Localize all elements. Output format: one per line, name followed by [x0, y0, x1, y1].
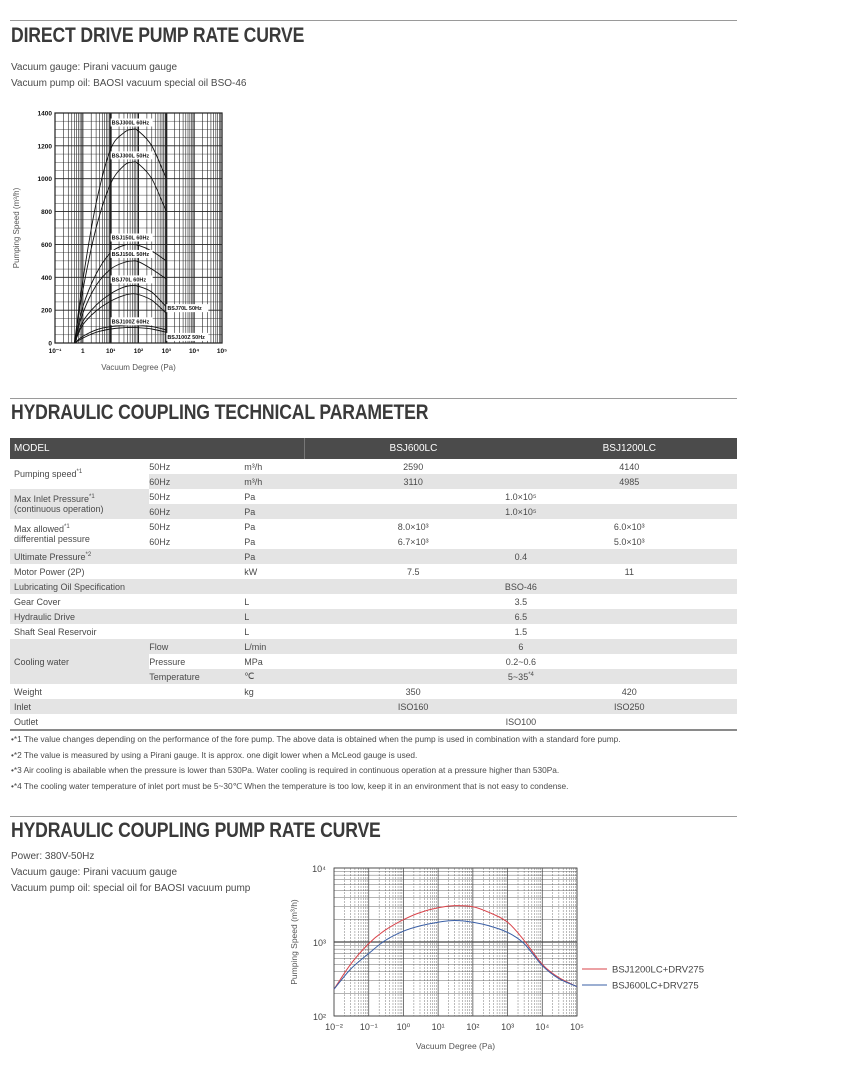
value-text: 1.0×10⁵ [505, 506, 537, 517]
row-unit: Pa [244, 504, 305, 519]
row-sub-label [149, 564, 244, 579]
table-header-row [10, 438, 737, 459]
bsj1200lc-value: 5.0×10³ [613, 536, 645, 547]
y-tick-label: 400 [41, 274, 52, 282]
series-label: BSJ300L 50Hz [111, 153, 150, 160]
row-unit [244, 699, 305, 714]
power-text: Power: 380V-50Hz [11, 851, 95, 862]
y-tick-label: 10⁴ [312, 864, 326, 874]
footnote-ref: *1 [76, 469, 83, 475]
y-tick-label: 1200 [37, 143, 52, 151]
bsj1200lc-value: 4985 [522, 474, 737, 489]
merged-value [305, 594, 737, 609]
bsj1200lc-value: 4140 [619, 461, 640, 472]
row-sub-label: 60Hz [149, 536, 171, 547]
y-tick-label: 0 [48, 340, 52, 348]
y-tick-label: 200 [41, 307, 52, 315]
row-label-text: (continuous operation) [14, 504, 104, 514]
value-text: 1.0×10⁵ [505, 491, 537, 502]
bsj600lc-value: 350 [405, 686, 421, 697]
footnote-2: •*2 The value is measured by using a Pirani gauge. It is approx. one digit lower when a McLeod gauge is used. [11, 750, 418, 760]
footnote-1: •*1 The value changes depending on the performance of the fore pump. The above data is obtained when the pump is used in combination with a standard fore pump. [11, 734, 621, 744]
y-tick-label: 800 [41, 209, 52, 217]
row-unit: L [244, 609, 305, 624]
table-row [10, 699, 737, 714]
value-text: 3.5 [514, 596, 528, 607]
table-row [10, 459, 737, 474]
table-row [10, 549, 737, 564]
series-label: BSJ150L 50Hz [111, 251, 150, 258]
x-tick-label: 10⁻¹ [48, 348, 62, 355]
row-label-text: Gear Cover [14, 596, 61, 607]
bsj600lc-value: 6.7×10³ [397, 536, 429, 547]
row-sub-label [149, 714, 244, 730]
series-label: BSJ70L 50Hz [167, 306, 202, 313]
legend-label: BSJ600LC+DRV275 [612, 980, 699, 992]
row-label [10, 489, 149, 519]
table-row [10, 579, 737, 594]
row-sub-label [149, 684, 244, 699]
merged-value [305, 609, 737, 624]
x-tick-label: 10² [466, 1022, 480, 1032]
y-tick-label: 10³ [312, 938, 326, 948]
bsj1200lc-value: 6.0×10³ [613, 521, 645, 532]
x-tick-label: 10⁻¹ [359, 1022, 378, 1032]
table-row [10, 609, 737, 624]
row-label-text: Max allowed [14, 524, 65, 534]
row-unit: MPa [244, 656, 263, 667]
section-divider [10, 398, 737, 399]
hydraulic-rate-chart [280, 855, 740, 1060]
value-text: 0.4 [514, 551, 528, 562]
row-sub-label: 50Hz [149, 521, 171, 532]
bsj1200lc-value: 420 [621, 686, 637, 697]
row-unit: m³/h [244, 461, 263, 472]
table-row [10, 489, 737, 504]
row-label-text: Shaft Seal Reservoir [14, 626, 97, 637]
footnote-4: •*4 The cooling water temperature of inlet port must be 5~30℃ When the temperature is too low, keep it in an environment that is not easy to condense. [11, 781, 569, 791]
row-label [10, 579, 149, 594]
row-label-text: Pumping speed [14, 469, 77, 479]
row-sub-label [149, 609, 244, 624]
x-tick-label: 10³ [501, 1022, 515, 1032]
row-label [10, 564, 149, 579]
merged-value [305, 639, 737, 654]
row-unit [244, 579, 305, 594]
merged-value [305, 549, 737, 564]
row-sub-label [149, 549, 244, 564]
row-unit: L/min [244, 639, 305, 654]
table-row [10, 564, 737, 579]
series-label: BSJ70L 60Hz [111, 277, 147, 284]
row-sub-label: 50Hz [149, 491, 171, 502]
row-label [10, 609, 149, 624]
y-axis-label: Pumping Speed (m³/h) [289, 899, 299, 985]
bsj600lc-value: 8.0×10³ [397, 521, 429, 532]
merged-value [305, 669, 737, 684]
row-unit [244, 714, 305, 730]
y-tick-label: 600 [41, 241, 52, 249]
row-unit: L [244, 626, 250, 637]
legend-label: BSJ1200LC+DRV275 [612, 964, 704, 976]
row-label [10, 624, 149, 639]
y-tick-label: 1400 [37, 110, 52, 118]
x-tick-label: 10³ [161, 348, 172, 355]
row-label-text: Outlet [14, 716, 39, 727]
row-unit: kg [244, 686, 254, 697]
footnote-ref: *1 [89, 494, 95, 500]
series-label: BSJ300L 60Hz [111, 120, 150, 127]
footnote-3: •*3 Air cooling is abailable when the pressure is lower than 530Pa. Water cooling is required in continuous operation at a pressure higher than 530Pa. [11, 765, 560, 775]
row-label [10, 699, 149, 714]
value-text: BSO-46 [504, 581, 537, 592]
row-label-text: Ultimate Pressure [14, 551, 86, 562]
bsj600lc-value: 7.5 [406, 566, 420, 577]
row-sub-label: Pressure [149, 656, 186, 667]
series-label: BSJ100Z 50Hz [167, 334, 205, 341]
x-tick-label: 10¹ [431, 1022, 445, 1032]
x-axis-label: Vacuum Degree (Pa) [415, 1041, 496, 1051]
row-sub-label: Flow [149, 639, 244, 654]
merged-value [305, 579, 737, 594]
x-tick-label: 10⁴ [535, 1022, 550, 1032]
row-label-text: Cooling water [14, 656, 70, 667]
row-sub-label: Temperature [149, 669, 244, 684]
header-model: MODEL [10, 438, 305, 459]
row-unit: Pa [244, 536, 256, 547]
row-label [10, 639, 149, 684]
row-sub-label [149, 699, 244, 714]
y-tick-label: 1000 [37, 176, 52, 184]
row-sub-label [149, 579, 244, 594]
value-text: 5~35 [507, 671, 529, 682]
value-text: 1.5 [514, 626, 528, 637]
merged-value [305, 489, 737, 504]
row-label [10, 519, 149, 549]
direct-drive-rate-chart [0, 100, 240, 385]
value-text: 6.5 [514, 611, 528, 622]
value-text: 6 [518, 641, 524, 652]
x-tick-label: 10⁴ [188, 348, 200, 355]
x-tick-label: 10² [133, 348, 144, 355]
bsj600lc-value: 2590 [403, 461, 424, 472]
oil-text-2: Vacuum pump oil: special oil for BAOSI vacuum pump [11, 883, 251, 894]
merged-value [305, 654, 737, 669]
footnote-ref: *2 [85, 551, 92, 558]
row-sub-label [149, 624, 244, 639]
section-divider [10, 816, 737, 817]
x-axis-label: Vacuum Degree (Pa) [101, 363, 176, 372]
bsj600lc-value: 3110 [305, 474, 522, 489]
y-axis-label: Pumping Speed (m³/h) [12, 187, 21, 269]
bsj1200lc-value: 11 [624, 566, 634, 577]
series-label: BSJ100Z 60Hz [111, 319, 150, 326]
row-label-text: Inlet [14, 701, 32, 712]
footnote-ref: *1 [64, 524, 70, 530]
row-label [10, 549, 149, 564]
header-bsj1200lc: BSJ1200LC [522, 438, 737, 459]
section-title-hydraulic-rate-curve: HYDRAULIC COUPLING PUMP RATE CURVE [11, 819, 381, 842]
bsj600lc-value: ISO160 [305, 699, 522, 714]
row-unit: Pa [244, 549, 305, 564]
technical-parameter-table [10, 438, 737, 731]
value-text: ISO100 [505, 716, 537, 727]
row-label [10, 594, 149, 609]
merged-value [305, 624, 737, 639]
table-row [10, 639, 737, 654]
value-text: 0.2~0.6 [505, 656, 537, 667]
section-title-direct-drive: DIRECT DRIVE PUMP RATE CURVE [11, 24, 305, 47]
table-row [10, 624, 737, 639]
y-tick-label: 10² [312, 1012, 326, 1022]
row-unit: Pa [244, 521, 256, 532]
row-label-text: Weight [14, 686, 42, 697]
row-sub-label: 60Hz [149, 504, 244, 519]
gauge-text: Vacuum gauge: Pirani vacuum gauge [11, 62, 178, 73]
table-row [10, 594, 737, 609]
row-label-text: Hydraulic Drive [14, 611, 76, 622]
table-row [10, 519, 737, 534]
row-unit: m³/h [244, 474, 305, 489]
oil-text: Vacuum pump oil: BAOSI vacuum special oil BSO-46 [11, 78, 247, 89]
row-label [10, 459, 149, 489]
table-row [10, 684, 737, 699]
x-tick-label: 1 [81, 348, 85, 355]
row-unit: kW [244, 566, 258, 577]
row-label-text: Motor Power (2P) [14, 566, 85, 577]
row-label-text: differential pessure [14, 534, 90, 544]
x-tick-label: 10¹ [105, 348, 116, 355]
merged-value [305, 714, 737, 730]
row-label [10, 684, 149, 699]
x-tick-label: 10⁰ [396, 1022, 411, 1032]
gauge-text-2: Vacuum gauge: Pirani vacuum gauge [11, 867, 178, 878]
row-sub-label: 50Hz [149, 461, 171, 472]
row-sub-label: 60Hz [149, 474, 244, 489]
bsj1200lc-value: ISO250 [522, 699, 737, 714]
section-title-technical-parameter: HYDRAULIC COUPLING TECHNICAL PARAMETER [11, 401, 429, 424]
series-label: BSJ150L 60Hz [111, 235, 150, 242]
row-unit: L [244, 596, 250, 607]
x-tick-label: 10⁵ [216, 348, 228, 355]
row-sub-label [149, 594, 244, 609]
section-divider [10, 20, 737, 21]
row-unit: ℃ [244, 669, 305, 684]
merged-value [305, 504, 737, 519]
x-tick-label: 10⁻² [325, 1022, 343, 1032]
row-unit: Pa [244, 491, 256, 502]
row-label [10, 714, 149, 730]
header-bsj600lc: BSJ600LC [305, 438, 522, 459]
table-row [10, 714, 737, 730]
row-label-text: Lubricating Oil Specification [14, 581, 126, 592]
row-label-text: Max Inlet Pressure [14, 494, 90, 504]
x-tick-label: 10⁵ [570, 1022, 584, 1032]
footnote-ref: *4 [528, 671, 534, 678]
